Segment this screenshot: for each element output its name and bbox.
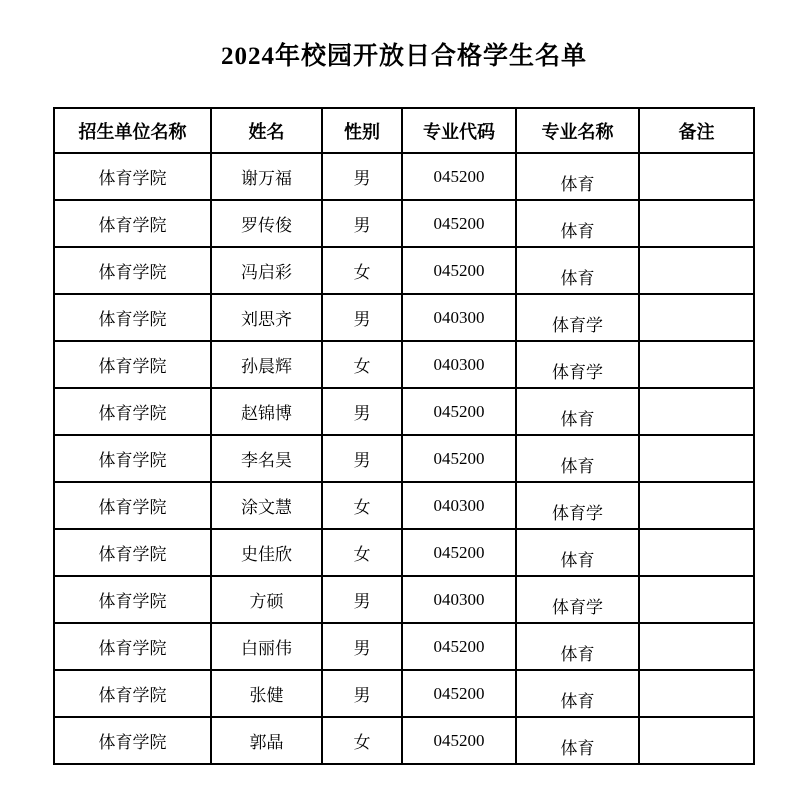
major-name-text: 体育 bbox=[560, 175, 595, 194]
major-name-text: 体育 bbox=[560, 551, 595, 570]
cell-major-name bbox=[516, 247, 639, 294]
cell-unit: 体育学院 bbox=[54, 435, 211, 482]
cell-major-name bbox=[516, 482, 639, 529]
cell-name: 郭晶 bbox=[211, 717, 322, 764]
table-row bbox=[54, 670, 754, 717]
table-row bbox=[54, 717, 754, 764]
cell-remark bbox=[639, 388, 754, 435]
major-name-text: 体育 bbox=[560, 457, 595, 476]
table-row bbox=[54, 388, 754, 435]
major-name-text: 体育 bbox=[560, 269, 595, 288]
cell-unit: 体育学院 bbox=[54, 200, 211, 247]
cell-remark bbox=[639, 670, 754, 717]
column-header-major-code: 专业代码 bbox=[402, 108, 516, 153]
cell-gender: 男 bbox=[322, 153, 402, 200]
cell-major-code: 040300 bbox=[402, 482, 516, 529]
cell-major-name bbox=[516, 670, 639, 717]
cell-unit: 体育学院 bbox=[54, 341, 211, 388]
cell-unit: 体育学院 bbox=[54, 670, 211, 717]
cell-unit: 体育学院 bbox=[54, 576, 211, 623]
cell-major-name bbox=[516, 388, 639, 435]
cell-major-code: 040300 bbox=[402, 341, 516, 388]
table-body bbox=[54, 153, 754, 764]
cell-gender: 女 bbox=[322, 341, 402, 388]
cell-unit: 体育学院 bbox=[54, 529, 211, 576]
cell-major-code: 045200 bbox=[402, 435, 516, 482]
cell-unit: 体育学院 bbox=[54, 294, 211, 341]
cell-gender: 女 bbox=[322, 717, 402, 764]
cell-gender: 男 bbox=[322, 576, 402, 623]
major-name-text: 体育学 bbox=[552, 363, 603, 382]
student-roster-table bbox=[53, 107, 755, 765]
cell-major-name bbox=[516, 341, 639, 388]
table-row bbox=[54, 576, 754, 623]
cell-gender: 女 bbox=[322, 529, 402, 576]
column-header-remark: 备注 bbox=[639, 108, 754, 153]
column-header-name: 姓名 bbox=[211, 108, 322, 153]
cell-gender: 男 bbox=[322, 200, 402, 247]
cell-name: 赵锦博 bbox=[211, 388, 322, 435]
cell-major-code: 045200 bbox=[402, 717, 516, 764]
cell-name: 李名昊 bbox=[211, 435, 322, 482]
cell-unit: 体育学院 bbox=[54, 482, 211, 529]
cell-unit: 体育学院 bbox=[54, 153, 211, 200]
cell-unit: 体育学院 bbox=[54, 247, 211, 294]
cell-major-code: 045200 bbox=[402, 247, 516, 294]
cell-remark bbox=[639, 435, 754, 482]
major-name-text: 体育学 bbox=[552, 316, 603, 335]
cell-remark bbox=[639, 153, 754, 200]
cell-name: 冯启彩 bbox=[211, 247, 322, 294]
cell-major-code: 045200 bbox=[402, 529, 516, 576]
table-row bbox=[54, 435, 754, 482]
cell-major-code: 045200 bbox=[402, 623, 516, 670]
cell-name: 张健 bbox=[211, 670, 322, 717]
table-row bbox=[54, 200, 754, 247]
cell-major-name bbox=[516, 435, 639, 482]
cell-gender: 男 bbox=[322, 388, 402, 435]
table-row bbox=[54, 482, 754, 529]
cell-gender: 女 bbox=[322, 482, 402, 529]
cell-major-code: 045200 bbox=[402, 153, 516, 200]
table-row bbox=[54, 341, 754, 388]
cell-unit: 体育学院 bbox=[54, 717, 211, 764]
cell-remark bbox=[639, 717, 754, 764]
cell-name: 罗传俊 bbox=[211, 200, 322, 247]
major-name-text: 体育 bbox=[560, 739, 595, 758]
cell-remark bbox=[639, 247, 754, 294]
cell-unit: 体育学院 bbox=[54, 388, 211, 435]
cell-remark bbox=[639, 294, 754, 341]
table-header-row bbox=[54, 108, 754, 153]
major-name-text: 体育 bbox=[560, 222, 595, 241]
page-title: 2024年校园开放日合格学生名单 bbox=[220, 43, 587, 70]
cell-remark bbox=[639, 576, 754, 623]
cell-major-name bbox=[516, 529, 639, 576]
table-row bbox=[54, 153, 754, 200]
cell-name: 白丽伟 bbox=[211, 623, 322, 670]
cell-gender: 男 bbox=[322, 294, 402, 341]
cell-major-name bbox=[516, 200, 639, 247]
cell-remark bbox=[639, 341, 754, 388]
cell-remark bbox=[639, 482, 754, 529]
cell-major-code: 045200 bbox=[402, 388, 516, 435]
cell-major-name bbox=[516, 717, 639, 764]
table-row bbox=[54, 294, 754, 341]
cell-name: 方硕 bbox=[211, 576, 322, 623]
cell-remark bbox=[639, 623, 754, 670]
column-header-gender: 性别 bbox=[322, 108, 402, 153]
major-name-text: 体育学 bbox=[552, 598, 603, 617]
cell-name: 史佳欣 bbox=[211, 529, 322, 576]
cell-name: 谢万福 bbox=[211, 153, 322, 200]
cell-gender: 男 bbox=[322, 670, 402, 717]
cell-remark bbox=[639, 529, 754, 576]
cell-gender: 男 bbox=[322, 623, 402, 670]
major-name-text: 体育 bbox=[560, 410, 595, 429]
cell-major-name bbox=[516, 623, 639, 670]
cell-major-code: 040300 bbox=[402, 576, 516, 623]
cell-name: 孙晨辉 bbox=[211, 341, 322, 388]
table-row bbox=[54, 623, 754, 670]
cell-gender: 女 bbox=[322, 247, 402, 294]
table-row bbox=[54, 529, 754, 576]
table-row bbox=[54, 247, 754, 294]
cell-major-name bbox=[516, 153, 639, 200]
cell-major-code: 045200 bbox=[402, 670, 516, 717]
major-name-text: 体育 bbox=[560, 645, 595, 664]
cell-remark bbox=[639, 200, 754, 247]
column-header-unit: 招生单位名称 bbox=[54, 108, 211, 153]
cell-unit: 体育学院 bbox=[54, 623, 211, 670]
cell-name: 涂文慧 bbox=[211, 482, 322, 529]
cell-major-name bbox=[516, 294, 639, 341]
cell-major-name bbox=[516, 576, 639, 623]
major-name-text: 体育 bbox=[560, 692, 595, 711]
cell-gender: 男 bbox=[322, 435, 402, 482]
column-header-major-name: 专业名称 bbox=[516, 108, 639, 153]
major-name-text: 体育学 bbox=[552, 504, 603, 523]
cell-name: 刘思齐 bbox=[211, 294, 322, 341]
cell-major-code: 040300 bbox=[402, 294, 516, 341]
cell-major-code: 045200 bbox=[402, 200, 516, 247]
